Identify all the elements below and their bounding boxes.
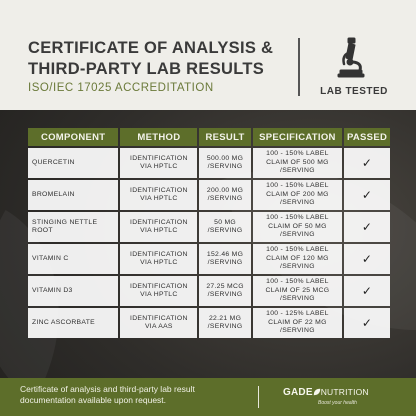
specification-cell: 100 - 150% LABEL CLAIM OF 200 MG /SERVING	[253, 180, 342, 210]
certificate-header	[0, 0, 416, 110]
brand-name: GADE	[283, 387, 313, 398]
leaf-icon	[313, 388, 321, 396]
brand-suffix: NUTRITION	[320, 387, 369, 397]
result-cell: 50 MG /SERVING	[199, 212, 250, 242]
checkmark-icon: ✓	[344, 212, 390, 242]
footer-divider	[258, 386, 259, 408]
table-row	[28, 148, 390, 178]
specification-cell: 100 - 150% LABEL CLAIM OF 120 MG /SERVING	[253, 244, 342, 274]
accreditation-subtitle: ISO/IEC 17025 ACCREDITATION	[28, 82, 214, 94]
method-cell: IDENTIFICATION VIA HPTLC	[120, 180, 197, 210]
specification-cell: 100 - 150% LABEL CLAIM OF 25 MCG /SERVING	[253, 276, 342, 306]
specification-cell: 100 - 150% LABEL CLAIM OF 500 MG /SERVING	[253, 148, 342, 178]
column-header-specification: SPECIFICATION	[253, 128, 342, 146]
brand-tagline: Boost your health	[318, 400, 357, 406]
table-header-row	[28, 128, 390, 146]
specification-cell: 100 - 125% LABEL CLAIM OF 22 MG /SERVING	[253, 308, 342, 338]
result-cell: 500.00 MG /SERVING	[199, 148, 250, 178]
column-header-method: METHOD	[120, 128, 197, 146]
component-cell: BROMELAIN	[28, 180, 118, 210]
component-cell: STINGING NETTLE ROOT	[28, 212, 118, 242]
specification-cell: 100 - 150% LABEL CLAIM OF 50 MG /SERVING	[253, 212, 342, 242]
table-row	[28, 212, 390, 242]
method-cell: IDENTIFICATION VIA HPTLC	[120, 276, 197, 306]
brand-logo	[283, 387, 383, 398]
checkmark-icon: ✓	[344, 276, 390, 306]
column-header-passed: PASSED	[344, 128, 390, 146]
table-row	[28, 308, 390, 338]
checkmark-icon: ✓	[344, 148, 390, 178]
component-cell: QUERCETIN	[28, 148, 118, 178]
result-cell: 152.46 MG /SERVING	[199, 244, 250, 274]
column-header-component: COMPONENT	[28, 128, 118, 146]
result-cell: 27.25 MCG /SERVING	[199, 276, 250, 306]
method-cell: IDENTIFICATION VIA HPTLC	[120, 148, 197, 178]
page-title: CERTIFICATE OF ANALYSIS & THIRD-PARTY LAB RESULTS	[28, 39, 274, 78]
method-cell: IDENTIFICATION VIA HPTLC	[120, 212, 197, 242]
method-cell: IDENTIFICATION VIA AAS	[120, 308, 197, 338]
footer-note: Certificate of analysis and third-party lab result documentation available upon request.	[20, 384, 195, 405]
footer-bar	[0, 378, 416, 416]
result-cell: 200.00 MG /SERVING	[199, 180, 250, 210]
checkmark-icon: ✓	[344, 180, 390, 210]
component-cell: VITAMIN D3	[28, 276, 118, 306]
component-cell: VITAMIN C	[28, 244, 118, 274]
method-cell: IDENTIFICATION VIA HPTLC	[120, 244, 197, 274]
checkmark-icon: ✓	[344, 308, 390, 338]
lab-tested-label: LAB TESTED	[320, 86, 388, 97]
result-cell: 22.21 MG /SERVING	[199, 308, 250, 338]
column-header-result: RESULT	[199, 128, 250, 146]
lab-results-table	[26, 126, 392, 340]
table-row	[28, 276, 390, 306]
component-cell: ZINC ASCORBATE	[28, 308, 118, 338]
microscope-icon	[336, 36, 366, 78]
checkmark-icon: ✓	[344, 244, 390, 274]
header-divider	[298, 38, 300, 96]
table-row	[28, 244, 390, 274]
table-row	[28, 180, 390, 210]
